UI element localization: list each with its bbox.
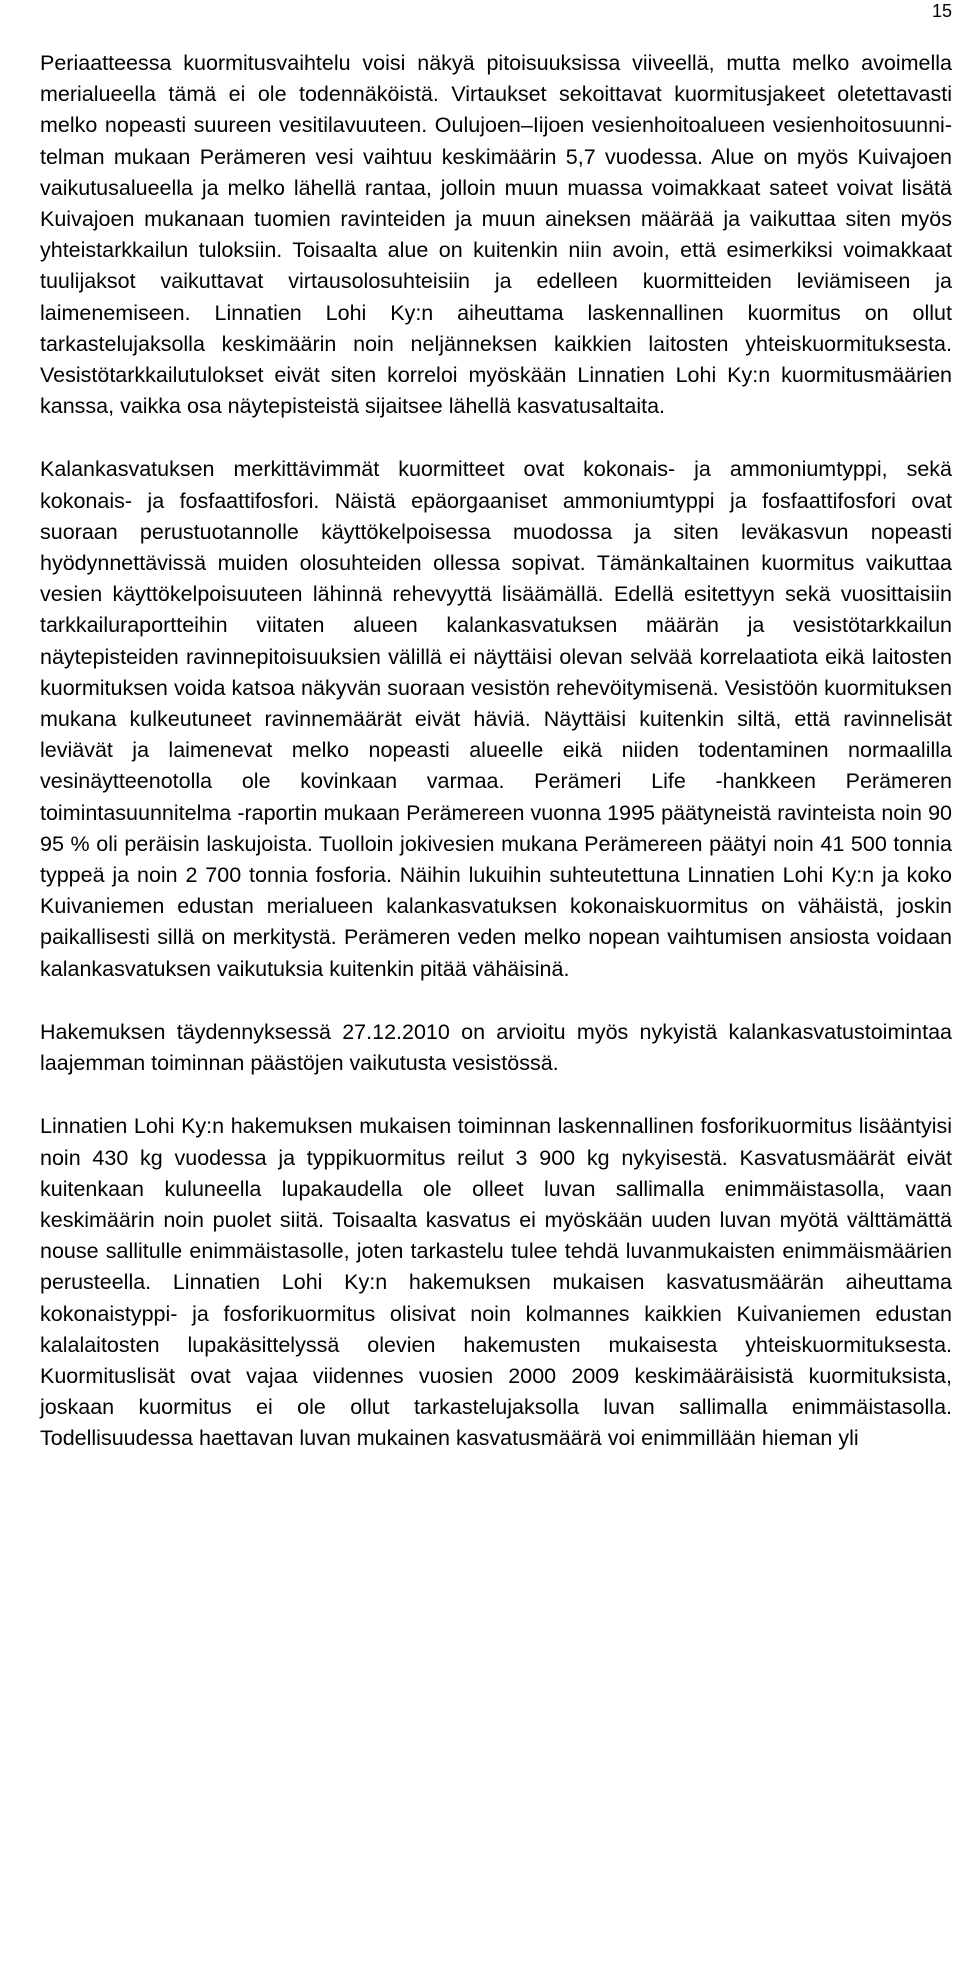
paragraph: Periaatteessa kuormitusvaihtelu voisi näkyä pitoisuuksissa viiveellä, mutta melko avoimella merialueella tämä ei ole todennäköistä. Virtaukset sekoittavat kuormitusjakeet oletettavasti melko nopeasti suureen vesitilavuuteen. Oulujoen–Iijoen vesienhoitoalueen vesienhoitosuunnitelman mukaan Perämeren vesi vaihtuu keskimäärin 5,7 vuodessa. Alue on myös Kuivajoen vaikutusalueella ja melko lähellä rantaa, jolloin muun muassa voimakkaat sateet voivat lisätä Kuivajoen mukanaan tuomien ravinteiden ja muun aineksen määrää ja vaikuttaa siten myös yhteistarkkailun tuloksiin. Toisaalta alue on kuitenkin niin avoin, että esimerkiksi voimakkaat tuulijaksot vaikuttavat virtausolosuhteisiin ja edelleen kuormitteiden leviämiseen ja laimenemiseen. Linnatien Lohi Ky:n aiheuttama laskennallinen kuormitus on ollut tarkastelujaksolla keskimäärin noin neljänneksen kaikkien laitosten yhteiskuormituksesta. Vesistötarkkailutulokset eivät siten korreloi myöskään Linnatien Lohi Ky:n kuormitusmäärien kanssa, vaikka osa näytepisteistä sijaitsee lähellä kasvatusaltaita. [40, 51, 952, 419]
paragraph: Linnatien Lohi Ky:n hakemuksen mukaisen toiminnan laskennallinen fosforikuormitus lisääntyisi noin 430 kg vuodessa ja typpikuormitus reilut 3 900 kg nykyisestä. Kasvatusmäärät eivät kuitenkaan kuluneella lupakaudella ole olleet luvan sallimalla enimmäistasolla, vaan keskimäärin noin puolet siitä. Toisaalta kasvatus ei myöskään uuden luvan myötä välttämättä nouse sallitulle enimmäistasolle, joten tarkastelu tulee tehdä luvanmukaisten enimmäismäärien perusteella. Linnatien Lohi Ky:n hakemuksen mukaisen kasvatusmäärän aiheuttama kokonaistyppi- ja fosforikuormitus olisivat noin kolmannes kaikkien Kuivaniemen edustan kalalaitosten lupakäsittelyssä olevien hakemusten mukaisesta yhteiskuormituksesta. Kuormituslisät ovat vajaa viidennes vuosien 2000 2009 keskimääräisistä kuormituksista, joskaan kuormitus ei ole ollut tarkastelujaksolla luvan sallimalla enimmäistasolla. Todellisuudessa haettavan luvan mukainen kasvatusmäärä voi enimmillään hieman yli [40, 1114, 952, 1451]
paragraph: Hakemuksen täydennyksessä 27.12.2010 on arvioitu myös nykyistä kalankasvatustoimintaa laajemman toiminnan päästöjen vaikutusta vesistössä. [40, 1019, 952, 1076]
document-body [40, 48, 952, 1487]
paragraph: Kalankasvatuksen merkittävimmät kuormitteet ovat kokonais- ja ammoniumtyppi, sekä kokonais- ja fosfaattifosfori. Näistä epäorgaaniset ammoniumtyppi ja fosfaattifosfori ovat suoraan perustuotannolle käyttökelpoisessa muodossa ja siten leväkasvun nopeasti hyödynnettävissä muiden olosuhteiden ollessa sopivat. Tämänkaltainen kuormitus vaikuttaa vesien käyttökelpoisuuteen lähinnä rehevyyttä lisäämällä. Edellä esitettyyn sekä vuosittaisiin tarkkailuraportteihin viitaten alueen kalankasvatuksen määrän ja vesistötarkkailun näytepisteiden ravinnepitoisuuksien välillä ei näyttäisi olevan selvää korrelaatiota eikä laitosten kuormituksen voida katsoa näkyvän suoraan vesistön rehevöitymisenä. Vesistöön kuormituksen mukana kulkeutuneet ravinnemäärät eivät häviä. Näyttäisi kuitenkin siltä, että ravinnelisät leviävät ja laimenevat melko nopeasti alueelle eikä niiden todentaminen normaalilla vesinäytteenotolla ole kovinkaan varmaa. Perämeri Life -hankkeen Perämeren toimintasuunnitelma -raportin mukaan Perämereen vuonna 1995 päätyneistä ravinteista noin 90 95 % oli peräisin laskujoista. Tuolloin jokivesien mukana Perämereen päätyi noin 41 500 tonnia typpeä ja noin 2 700 tonnia fosforia. Näihin lukuihin suhteutettuna Linnatien Lohi Ky:n ja koko Kuivaniemen edustan merialueen kalankasvatuksen kokonaiskuormitus on vähäistä, joskin paikallisesti sillä on merkitystä. Perämeren veden melko nopean vaihtumisen ansiosta voidaan kalankasvatuksen vaikutuksia kuitenkin pitää vähäisinä. [40, 457, 952, 981]
page-number: 15 [931, 1, 952, 21]
